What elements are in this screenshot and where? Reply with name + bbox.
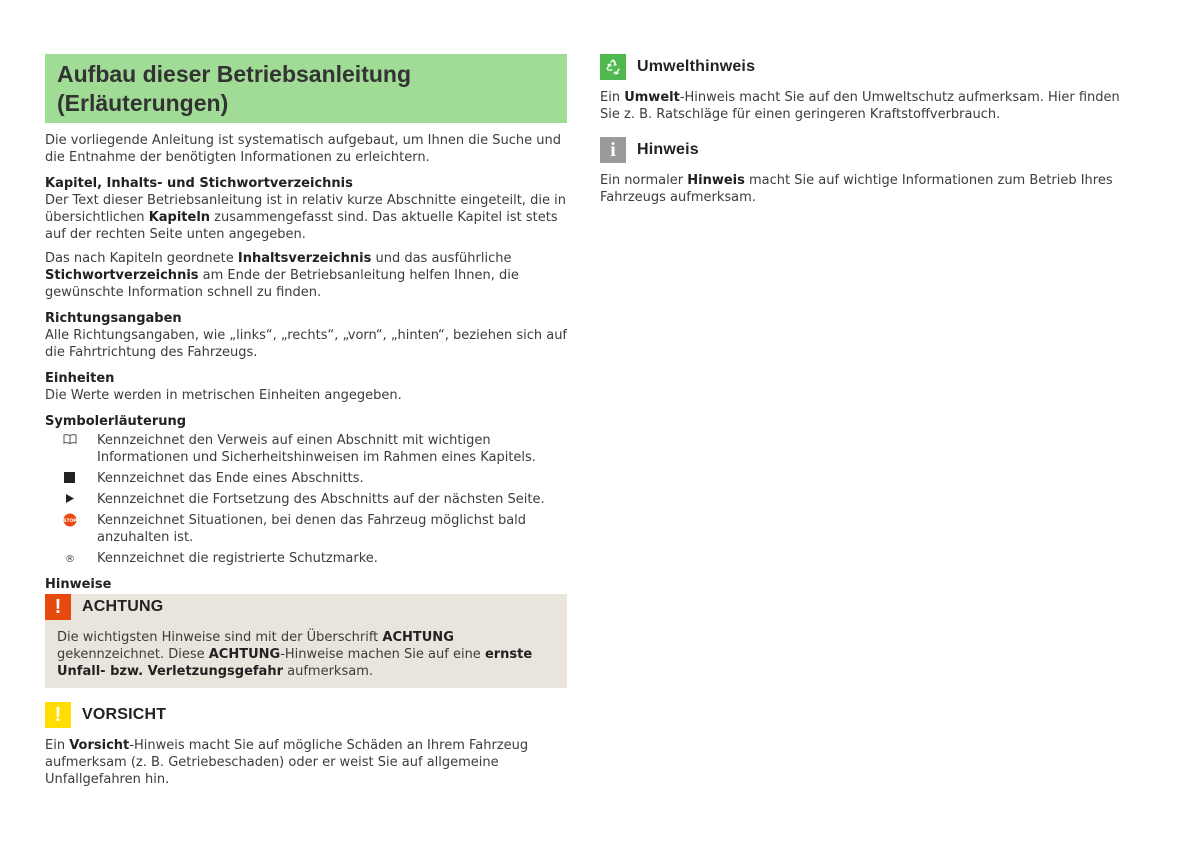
page-title: Aufbau dieser Betriebsanleitung (Erläuterungen): [57, 61, 412, 116]
book-icon: [45, 432, 97, 466]
list-item: [45, 491, 567, 508]
text-run: aufmerksam.: [283, 664, 373, 679]
bold-run: Inhaltsverzeichnis: [237, 251, 372, 266]
einheiten-heading: Einheiten: [45, 371, 115, 386]
bold-run: Hinweis: [687, 173, 745, 188]
vorsicht-block: [45, 702, 567, 788]
list-item: [45, 432, 567, 466]
achtung-text: [45, 620, 567, 680]
text-run: -Hinweis macht Sie auf mögliche Schäden an Ihrem Fahrzeug aufmerksam (z. B. Getriebeschaden) oder er weist Sie auf allgemeine Unfallgefahren hin.: [45, 738, 529, 787]
symbol-list: [45, 432, 567, 568]
list-item: [45, 470, 567, 487]
intro-paragraph: Die vorliegende Anleitung ist systematisch aufgebaut, um Ihnen die Suche und die Entnahme der benötigten Informationen zu erleichtern.: [45, 133, 562, 165]
umwelt-text: [600, 89, 1130, 123]
bold-run: Stichwortverzeichnis: [45, 268, 199, 283]
text-run: Die wichtigsten Hinweise sind mit der Überschrift: [57, 630, 383, 645]
richtung-heading: Richtungsangaben: [45, 311, 182, 326]
registered-glyph: ®: [65, 554, 75, 565]
section-einheiten: [45, 370, 567, 404]
section-kapitel: [45, 175, 567, 301]
text-run: gekennzeichnet. Diese: [57, 647, 209, 662]
stop-icon: [45, 512, 97, 546]
richtung-text: Alle Richtungsangaben, wie „links“, „rechts“, „vorn“, „hinten“, beziehen sich auf die Fahrtrichtung des Fahrzeugs.: [45, 328, 568, 360]
text-run: Ein: [600, 90, 625, 105]
right-column: [600, 54, 1130, 206]
stop-icon-label: STOP: [63, 518, 77, 524]
kapitel-paragraph-1: [45, 192, 567, 243]
umwelt-title: Umwelthinweis: [637, 58, 756, 75]
left-column: [45, 54, 567, 788]
hinweis-text: [600, 172, 1130, 206]
text-run: -Hinweis macht Sie auf den Umweltschutz aufmerksam. Hier finden Sie z. B. Ratschläge für einen geringeren Kraftstoffverbrauch.: [600, 90, 1120, 122]
umwelt-block: [600, 54, 1130, 123]
info-icon: i: [600, 137, 626, 163]
bold-run: ACHTUNG: [382, 630, 454, 645]
text-run: -Hinweise machen Sie auf eine: [280, 647, 485, 662]
section-hinweise: [45, 576, 567, 788]
bold-run: Kapiteln: [148, 210, 211, 225]
section-symbole: [45, 413, 567, 568]
achtung-title: ACHTUNG: [82, 598, 164, 615]
text-run: am Ende der Betriebsanleitung helfen Ihnen, die gewünschte Information schnell zu finden.: [45, 268, 519, 300]
bold-run: ACHTUNG: [208, 647, 281, 662]
triangle-right-icon: [45, 491, 97, 508]
symbol-description: Kennzeichnet Situationen, bei denen das Fahrzeug möglichst bald anzuhalten ist.: [97, 513, 527, 545]
vorsicht-text: [45, 737, 567, 788]
symbole-heading: Symbolerläuterung: [45, 414, 187, 429]
square-icon: [45, 470, 97, 487]
kapitel-paragraph-2: [45, 250, 567, 301]
bold-run: Umwelt: [624, 90, 680, 105]
achtung-box: [45, 594, 567, 688]
umwelt-header: [600, 54, 1130, 80]
text-run: Der Text dieser Betriebsanleitung ist in relativ kurze Abschnitte eingeteilt, die in übersichtlichen: [45, 193, 566, 225]
symbol-description: Kennzeichnet den Verweis auf einen Abschnitt mit wichtigen Informationen und Sicherheitshinweisen im Rahmen eines Kapitels.: [97, 433, 536, 465]
einheiten-text: Die Werte werden in metrischen Einheiten angegeben.: [45, 388, 402, 403]
vorsicht-title: VORSICHT: [82, 706, 167, 723]
vorsicht-header: [45, 702, 567, 728]
list-item: [45, 550, 567, 568]
symbol-description: Kennzeichnet die registrierte Schutzmarke.: [97, 551, 378, 566]
text-run: Das nach Kapiteln geordnete: [45, 251, 238, 266]
text-run: und das ausführliche: [371, 251, 512, 266]
symbol-description: Kennzeichnet die Fortsetzung des Abschnitts auf der nächsten Seite.: [97, 492, 545, 507]
kapitel-heading: Kapitel, Inhalts- und Stichwortverzeichnis: [45, 176, 353, 191]
text-run: zusammengefasst sind. Das aktuelle Kapitel ist stets auf der rechten Seite unten angegeben.: [45, 210, 558, 242]
registered-icon: [45, 550, 97, 568]
hinweise-heading: Hinweise: [45, 577, 112, 592]
bold-run: ernste Unfall- bzw. Verletzungsgefahr: [57, 647, 533, 679]
symbol-description: Kennzeichnet das Ende eines Abschnitts.: [97, 471, 364, 486]
achtung-header: [45, 594, 567, 620]
hinweis-title: Hinweis: [637, 141, 699, 158]
text-run: Ein normaler: [600, 173, 688, 188]
hinweis-block: [600, 137, 1130, 206]
text-run: Ein: [45, 738, 70, 753]
list-item: [45, 512, 567, 546]
hinweis-header: [600, 137, 1130, 163]
page-title-box: [45, 54, 567, 123]
environment-icon: [600, 54, 626, 80]
warning-icon: !: [45, 594, 71, 620]
section-richtung: [45, 310, 567, 361]
caution-icon: !: [45, 702, 71, 728]
bold-run: Vorsicht: [69, 738, 130, 753]
text-run: macht Sie auf wichtige Informationen zum Betrieb Ihres Fahrzeugs aufmerksam.: [600, 173, 1113, 205]
